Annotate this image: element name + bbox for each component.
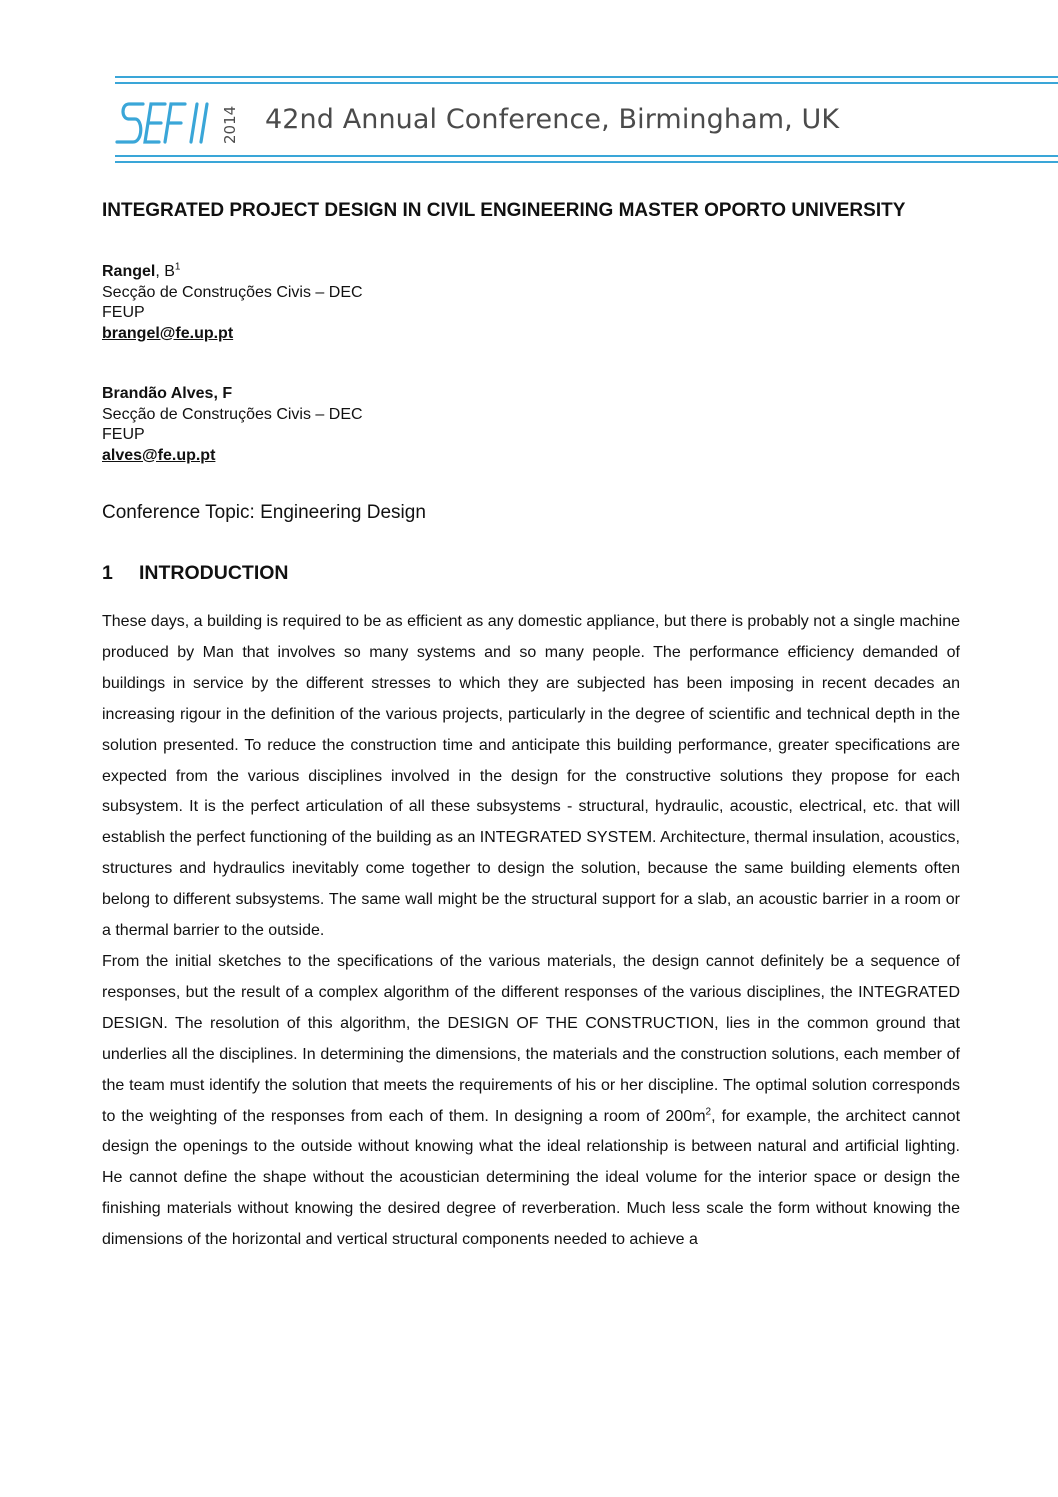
author-2-email-link[interactable]: alves@fe.up.pt — [102, 446, 216, 464]
author-1-name — [102, 262, 960, 283]
section-title: INTRODUCTION — [139, 562, 289, 584]
paragraph-2 — [102, 947, 960, 1256]
sefi-logo — [113, 98, 263, 148]
paper-content — [102, 198, 960, 1256]
author-2-institution: FEUP — [102, 426, 145, 443]
conference-title: 42nd Annual Conference, Birmingham, UK — [265, 104, 840, 135]
conference-topic: Conference Topic: Engineering Design — [102, 502, 426, 523]
author-1 — [102, 262, 960, 344]
paragraph-2-part-b: , for example, the architect cannot design the openings to the outside without knowing what the ideal relationship is between natural and artificial lighting. He cannot define the shape without the acoustician determining the ideal volume for the interior space or design the finishing materials without knowing the desired degree of reverberation. Much less scale the form without knowing the dimensions of the horizontal and vertical structural components needed to achieve a — [102, 1107, 961, 1249]
section-number: 1 — [102, 562, 113, 584]
author-2-name-text: Brandão Alves, F — [102, 385, 233, 402]
author-2-name — [102, 384, 960, 405]
introduction-body — [102, 607, 960, 1256]
logo-year: 2014 — [221, 105, 239, 144]
header-rule-top-2 — [115, 82, 1058, 84]
header-rule-bottom-2 — [115, 161, 1058, 163]
paragraph-1: These days, a building is required to be as efficient as any domestic appliance, but there is probably not a single machine produced by Man that involves so many systems and so many people. The performance efficiency demanded of buildings in service by the different stresses to which they are subjected has been imposing in recent decades an increasing rigour in the definition of the various projects, particularly in the degree of scientific and technical depth in the solution presented. To reduce the construction time and anticipate this building performance, greater specifications are expected from the various disciplines involved in the design for the constructive solutions they propose for each subsystem. It is the perfect articulation of all these subsystems - structural, hydraulic, acoustic, electrical, etc. that will establish the perfect functioning of the building as an INTEGRATED SYSTEM. Architecture, thermal insulation, acoustics, structures and hydraulics inevitably come together to design the solution, because the same building elements often belong to different subsystems. The same wall might be the structural support for a slab, an acoustic barrier in a room or a thermal barrier to the outside. — [102, 613, 960, 940]
author-2 — [102, 384, 960, 466]
author-2-department: Secção de Construções Civis – DEC — [102, 405, 363, 423]
paragraph-2-part-a: From the initial sketches to the specifications of the various materials, the design cannot definitely be a sequence of responses, but the result of a complex algorithm of the different responses of the various disciplines, the INTEGRATED DESIGN. The resolution of this algorithm, the DESIGN OF THE CONSTRUCTION, lies in the common ground that underlies all the disciplines. In determining the dimensions, the materials and the construction solutions, each member of the team must identify the solution that meets the requirements of his or her discipline. The optimal solution corresponds to the weighting of the responses from each of them. In designing a room of 200m — [102, 952, 960, 1125]
author-1-surname: Rangel — [102, 263, 156, 280]
header-rule-bottom-1 — [115, 155, 1058, 157]
authors-block — [102, 262, 960, 466]
header-rule-top-1 — [115, 76, 1058, 78]
author-1-department: Secção de Construções Civis – DEC — [102, 283, 363, 301]
author-1-initial: , B — [155, 263, 175, 280]
paper-title: INTEGRATED PROJECT DESIGN IN CIVIL ENGINEERING MASTER OPORTO UNIVERSITY — [102, 200, 906, 221]
author-1-institution: FEUP — [102, 304, 145, 321]
section-heading — [102, 562, 960, 585]
area-unit-superscript: 2 — [705, 1106, 712, 1118]
author-1-email-link[interactable]: brangel@fe.up.pt — [102, 324, 234, 342]
author-1-superscript: 1 — [174, 261, 181, 273]
